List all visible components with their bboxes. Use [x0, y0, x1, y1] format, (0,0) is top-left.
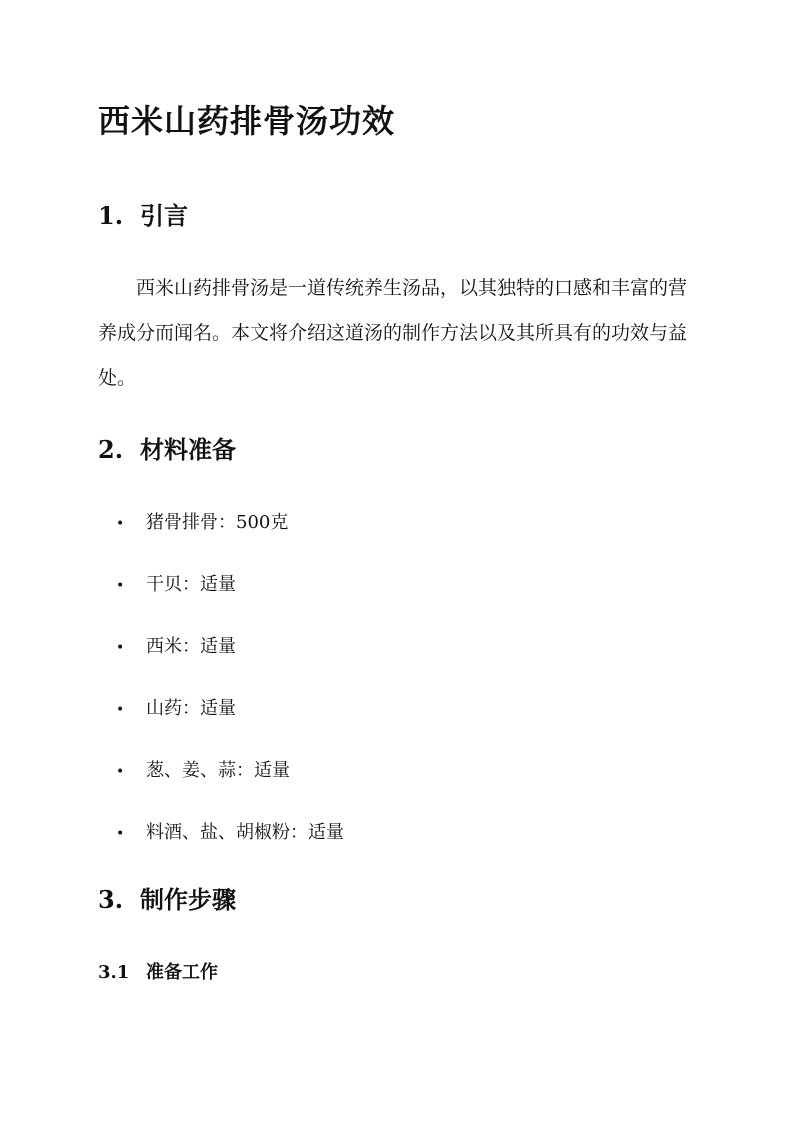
section-number: 3.: [98, 885, 124, 914]
list-item: [116, 694, 236, 720]
subsection-title: 准备工作: [146, 962, 218, 983]
ingredient-text: 料酒、盐、胡椒粉：适量: [146, 822, 344, 843]
bullet-icon: •: [116, 826, 125, 842]
subsection-number: 3.1: [98, 962, 130, 983]
section-number: 1.: [98, 201, 124, 230]
bullet-icon: •: [116, 516, 125, 532]
section-title: 制作步骤: [140, 885, 236, 914]
ingredient-text: 干贝：适量: [146, 574, 236, 595]
document-title: 西米山药排骨汤功效: [98, 102, 396, 140]
bullet-icon: •: [116, 640, 125, 656]
bullet-icon: •: [116, 702, 125, 718]
list-item: [116, 756, 290, 782]
section-number: 2.: [98, 435, 124, 464]
section-heading-introduction: [98, 196, 188, 231]
section-heading-materials: [98, 430, 236, 465]
section-title: 引言: [140, 201, 188, 230]
ingredient-text: 山药：适量: [146, 698, 236, 719]
ingredient-text: 西米：适量: [146, 636, 236, 657]
list-item: [116, 508, 288, 534]
section-title: 材料准备: [140, 435, 236, 464]
list-item: [116, 818, 344, 844]
section-heading-steps: [98, 880, 236, 915]
bullet-icon: •: [116, 578, 125, 594]
bullet-icon: •: [116, 764, 125, 780]
intro-paragraph: 西米山药排骨汤是一道传统养生汤品，以其独特的口感和丰富的营养成分而闻名。本文将介绍这道汤的制作方法以及其所具有的功效与益处。: [98, 277, 688, 389]
list-item: [116, 632, 236, 658]
list-item: [116, 570, 236, 596]
ingredient-text: 葱、姜、蒜：适量: [146, 760, 290, 781]
subsection-heading-preparation: [98, 958, 218, 984]
ingredient-text: 猪骨排骨：500克: [146, 512, 289, 533]
